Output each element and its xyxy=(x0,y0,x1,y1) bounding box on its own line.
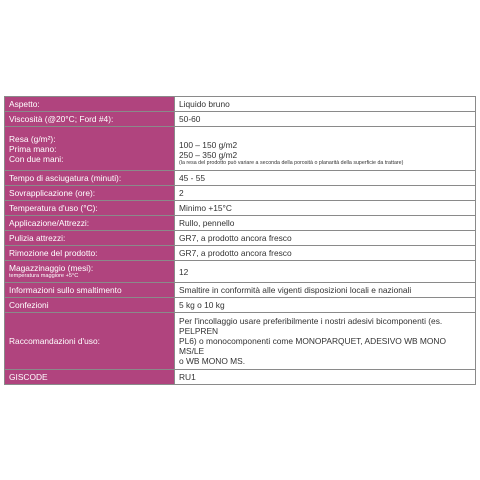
row-value: Minimo +15°C xyxy=(175,201,476,216)
table-row xyxy=(5,246,476,261)
table-row xyxy=(5,283,476,298)
row-value: GR7, a prodotto ancora fresco xyxy=(175,231,476,246)
row-value xyxy=(175,313,476,370)
row-value-line: Per l'incollaggio usare preferibilmente i nostri adesivi bicomponenti (es. PELPREN xyxy=(179,316,443,336)
properties-table xyxy=(4,96,476,385)
row-label xyxy=(5,127,175,171)
row-label: Confezioni xyxy=(5,298,175,313)
table-row xyxy=(5,186,476,201)
table-row xyxy=(5,313,476,370)
row-label: Raccomandazioni d'uso: xyxy=(5,313,175,370)
row-value-line: PL6) o monocomponenti come MONOPARQUET, ADESIVO WB MONO MS/LE xyxy=(179,336,446,356)
row-label: Rimozione del prodotto: xyxy=(5,246,175,261)
row-label-line: Magazzinaggio (mesi): xyxy=(9,263,94,273)
row-label-line: Con due mani: xyxy=(9,153,64,164)
row-value: Liquido bruno xyxy=(175,97,476,112)
row-label-line: Prima mano: xyxy=(9,143,57,154)
row-label: Informazioni sullo smaltimento xyxy=(5,283,175,298)
row-label: Temperatura d'uso (°C): xyxy=(5,201,175,216)
row-label: Pulizia attrezzi: xyxy=(5,231,175,246)
row-value-line: o WB MONO MS. xyxy=(179,356,246,366)
row-label: Applicazione/Attrezzi: xyxy=(5,216,175,231)
row-value: 5 kg o 10 kg xyxy=(175,298,476,313)
table-row xyxy=(5,298,476,313)
row-value xyxy=(175,127,476,171)
technical-data-sheet xyxy=(4,96,476,385)
row-value: 2 xyxy=(175,186,476,201)
table-row xyxy=(5,231,476,246)
row-value: Smaltire in conformità alle vigenti disposizioni locali e nazionali xyxy=(175,283,476,298)
row-value-line: 250 – 350 g/m2 xyxy=(179,150,238,160)
row-value: Rullo, pennello xyxy=(175,216,476,231)
row-label: GISCODE xyxy=(5,370,175,385)
row-value: 50-60 xyxy=(175,112,476,127)
row-value: RU1 xyxy=(175,370,476,385)
row-label-line: Resa (g/m²): xyxy=(9,133,56,144)
row-label: Aspetto: xyxy=(5,97,175,112)
table-row xyxy=(5,370,476,385)
table-row xyxy=(5,97,476,112)
table-row xyxy=(5,112,476,127)
row-label: Viscosità (@20°C; Ford #4): xyxy=(5,112,175,127)
table-row xyxy=(5,127,476,171)
table-row xyxy=(5,261,476,283)
table-row xyxy=(5,171,476,186)
row-label-subtext: temperatura maggiore +5°C xyxy=(9,273,79,279)
row-label: Tempo di asciugatura (minuti): xyxy=(5,171,175,186)
row-value: 12 xyxy=(175,261,476,283)
row-label: Sovrapplicazione (ore): xyxy=(5,186,175,201)
table-row xyxy=(5,201,476,216)
row-label xyxy=(5,261,175,283)
row-value-note: (la resa del prodotto può variare a seconda della porosità o planarità della superficie da trattare) xyxy=(179,160,404,166)
row-value: GR7, a prodotto ancora fresco xyxy=(175,246,476,261)
row-value: 45 - 55 xyxy=(175,171,476,186)
row-value-line: 100 – 150 g/m2 xyxy=(179,140,238,150)
table-row xyxy=(5,216,476,231)
